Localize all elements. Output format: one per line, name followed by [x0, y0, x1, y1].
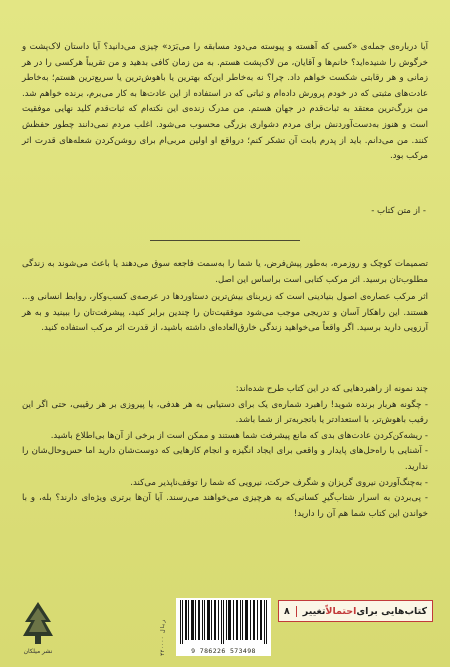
publisher-name: نشر میلکان [23, 648, 53, 655]
intro-paragraph-1: تصمیمات کوچک و روزمره، به‌طور پیش‌فرض، یا شما را به‌سمت فاجعه سوق می‌دهند یا باعث می‌شوند به زندگی مطلوب‌تان برسید. اثر مرکب کتابی است براساس این اصل. [22, 259, 428, 285]
intro-paragraph-2: اثر مرکب عصاره‌ی اصول بنیادینی است که زیربنای بیش‌ترین دستاوردها در عرصه‌ی کسب‌وکار، روابط انسانی و... هستند. این راهکار آسان و تدریجی موجب می‌شود موفقیت‌تان را چندین برابر کنید، پیشرفت‌تان را ببینید و به هر آرزویی دارید برسید. اگر واقعاً می‌خواهید زندگی خارق‌العاده‌ای داشته باشید، از قدرت اثر مرکب استفاده کنید. [22, 292, 428, 334]
strategies-items [22, 398, 428, 523]
book-intro [22, 257, 428, 337]
list-item: - به‌چنگ‌آوردن نیروی گریزان و شگرف حرکت، نیرویی که شما را توقف‌ناپذیر می‌کند. [130, 477, 428, 488]
quote-source: - از متن کتاب - [371, 206, 426, 216]
list-item: - ریشه‌کن‌کردن عادت‌های بدی که مانع پیشرفت شما هستند و ممکن است از برخی از آن‌ها بی‌اطلاع باشید. [50, 430, 428, 441]
book-quote [22, 40, 428, 165]
list-item: - چگونه هربار برنده شوید! راهبرد شماره‌ی یک برای دستیابی به هر هدفی، یا پیروزی بر هر رقیبی، حتی اگر این رقیب باهوش‌تر، با استعدادتر یا باتجربه‌تر از شما باشد. [22, 399, 428, 426]
series-prefix: کتاب‌هایی برای [356, 605, 428, 617]
strategies-heading: چند نمونه از راهبردهایی که در این کتاب طرح شده‌اند: [235, 384, 428, 394]
series-highlight: احتمالاً [325, 605, 357, 617]
list-item: - آشنایی با راه‌حل‌های پایدار و واقعی برای ایجاد انگیزه و انجام کارهایی که دوست‌شان دارید اما حس‌وحال‌شان را ندارید. [22, 446, 428, 472]
quote-text: آیا درباره‌ی جمله‌ی «کسی که آهسته و پیوسته می‌دود مسابقه را می‌بَرَد» چیزی می‌دانید؟ آیا داستان لاک‌پشت و خرگوش را شنیده‌اید؟ خانم‌ها و آقایان، من لاک‌پشت هستم. به من زمان کافی بدهید و من تقریباً هرکسی را در هر زمانی و هر رقابتی شکست خواهم داد. چرا؟ نه به‌خاطر این‌که بهترین یا باهوش‌ترین یا سریع‌ترین هستم؛ به‌خاطر عادت‌های مثبتی که در خودم پرورش داده‌ام و ثباتی که در استفاده از این عادت‌ها به کار می‌برم، برنده خواهم شد. من بزرگ‌ترین معتقد به ثبات‌قدم در جهان هستم. من مدرک زنده‌ی این نکته‌ام که ثبات‌قدم کلید نهایی موفقیت است و هنوز به‌دست‌آوردنش برای مردم دشواری بزرگی محسوب می‌شود. اغلب مردم نمی‌دانند چطور حفظش کنند. من می‌دانم. باید از پدرم بابت آن تشکر کنم؛ درواقع او اولین مربی‌ام برای روشن‌کردن شعله‌های قدرت اثر مرکب بود. [22, 42, 428, 162]
price-text: ۴۲۰۰۰۰ ریال [160, 619, 166, 656]
barcode-number: 9 786226 573498 [176, 646, 271, 656]
list-item: - پی‌بردن به اسرار شتاب‌گیرِ کسانی‌که به هرچیزی می‌خواهند می‌رسند. آیا آن‌ها برتری ویژه‌ای دارند؟ بله، و با خواندن این کتاب شما هم آن را دارید! [22, 493, 428, 519]
section-divider [150, 240, 300, 241]
series-label [278, 600, 433, 622]
series-suffix: تغییر [302, 605, 326, 617]
strategies-list [22, 382, 428, 522]
barcode-icon [178, 600, 269, 644]
publisher-logo-icon [21, 600, 55, 650]
series-number: ۸ [284, 606, 297, 617]
barcode [176, 598, 271, 648]
